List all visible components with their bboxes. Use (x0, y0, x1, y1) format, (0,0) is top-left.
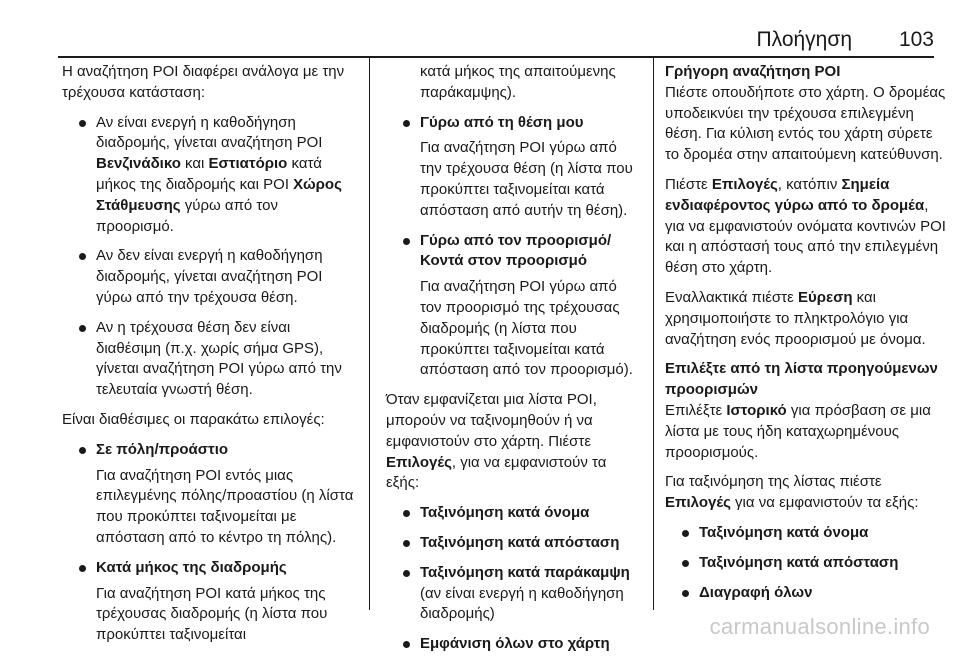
column-divider-1 (369, 58, 370, 610)
text-run: Πιέστε (665, 175, 712, 193)
list-item (386, 533, 640, 554)
text-run: Επιλέξτε (665, 401, 727, 419)
bold-term: Χώρος Στάθμευσης (96, 175, 342, 214)
column-divider-2 (653, 58, 654, 610)
sort-list-text (665, 472, 947, 514)
bullet-dot (682, 560, 689, 567)
option-desc: Για αναζήτηση POI γύρω από την τρέχουσα θέση (η λίστα που προκύπτει ταξινομείται κατά απόσταση από αυτήν τη θέση). (420, 139, 633, 219)
bullet-dot (79, 565, 86, 572)
page-header (0, 0, 960, 54)
option-title: Γύρω από τον προορισμό/Κοντά στον προορισμό (420, 231, 612, 270)
column-1 (62, 62, 358, 655)
bullet-dot (403, 238, 410, 245)
sort-item-title: Ταξινόμηση κατά παράκαμψη (420, 563, 630, 581)
sort-item: Διαγραφή όλων (699, 583, 813, 601)
list-text-2: , για να εμφανιστούν τα εξής: (386, 453, 607, 492)
bullet-dot (403, 540, 410, 547)
bullet-dot (79, 120, 86, 127)
watermark: carmanualsonline.info (709, 614, 930, 639)
bullet-dot (682, 530, 689, 537)
section-title: Πλοήγηση (756, 28, 852, 51)
text-run: , κατόπιν (777, 175, 842, 193)
option-title: Γύρω από τη θέση μου (420, 113, 584, 131)
quick-search-text: Πιέστε οπουδήποτε στο χάρτη. Ο δρομέας υποδεικνύει την τρέχουσα επιλεγμένη θέση. Για κύλιση εντός του χάρτη σύρετε το δρομέα στην απαιτούμενη κατεύθυνση. (665, 83, 946, 164)
previous-destinations-heading: Επιλέξτε από τη λίστα προηγούμενων προορισμών (665, 360, 938, 399)
options-label: Επιλογές (665, 494, 731, 512)
text-run: για πρόσβαση σε μια λίστα με τους ήδη καταχωρημένους προορισμούς. (665, 401, 931, 461)
text-run: , για να εμφανιστούν ονόματα κοντινών POI και η απόστασή τους από την επιλεγμένη θέση στο χάρτη. (665, 196, 946, 277)
intro-text: Η αναζήτηση POI διαφέρει ανάλογα με την τρέχουσα κατάσταση: (62, 63, 345, 101)
column-3 (665, 62, 947, 612)
option-desc: Για αναζήτηση POI κατά μήκος της τρέχουσας διαδρομής (η λίστα που προκύπτει ταξινομείται (96, 584, 328, 644)
option-item (386, 231, 640, 382)
text-run: Αν δεν είναι ενεργή η καθοδήγηση διαδρομής, γίνεται αναζήτηση POI γύρω από την τρέχουσα θέση. (96, 247, 323, 306)
list-item (62, 318, 358, 401)
text-run: Αν είναι ενεργή η καθοδήγηση διαδρομής, γίνεται αναζήτηση POI (96, 113, 323, 152)
header-rule (58, 56, 934, 58)
sort-item-title: Ταξινόμηση κατά απόσταση (420, 533, 620, 551)
bullet-dot (403, 120, 410, 127)
options-label: Επιλογές (711, 175, 778, 193)
text-run: και (180, 155, 209, 173)
column-2 (386, 62, 640, 664)
poi-near-cursor-text (665, 175, 947, 279)
bullet-dot (403, 510, 410, 517)
text-run: Εναλλακτικά πιέστε (665, 288, 798, 306)
option-continuation: κατά μήκος της απαιτούμενης παράκαμψης). (420, 63, 616, 101)
list-item (665, 583, 947, 604)
bullet-dot (403, 641, 410, 648)
history-text (665, 401, 947, 463)
list-item (665, 553, 947, 574)
bullet-dot (682, 590, 689, 597)
option-title: Σε πόλη/προάστιο (96, 440, 229, 458)
bullet-dot (403, 570, 410, 577)
search-alt-text (665, 288, 947, 350)
text-run: και χρησιμοποιήστε το πληκτρολόγιο για αναζήτηση ενός προορισμού με όνομα. (665, 288, 926, 348)
list-item (386, 503, 640, 524)
state-bullet-list (62, 113, 358, 401)
text-run: Για ταξινόμηση της λίστας πιέστε (665, 473, 882, 491)
poi-near-cursor-label: Σημεία ενδιαφέροντος γύρω από το δρομέα (665, 175, 925, 214)
bullet-dot (79, 325, 86, 332)
list-item (665, 523, 947, 544)
bullet-dot (79, 447, 86, 454)
text-run: για να εμφανιστούν τα εξής: (730, 494, 919, 512)
available-options-text: Είναι διαθέσιμες οι παρακάτω επιλογές: (62, 410, 325, 428)
bold-term: Βενζινάδικο (96, 155, 181, 173)
option-desc: Για αναζήτηση POI εντός μιας επιλεγμένης πόλης/προαστίου (η λίστα που προκύπτει ταξινομείται με απόσταση από το κέντρο τη πόλης). (96, 466, 354, 546)
list-text-1: Όταν εμφανίζεται μια λίστα POI, μπορούν να ταξινομηθούν ή να εμφανιστούν στο χάρτη. Πιέστε (386, 391, 597, 450)
bullet-dot (79, 253, 86, 260)
quick-search-heading: Γρήγορη αναζήτηση POI (665, 63, 841, 80)
list-item (62, 113, 358, 238)
sort-item: Ταξινόμηση κατά όνομα (699, 523, 869, 541)
text-run: κατά μήκος της διαδρομής και POI (96, 155, 322, 193)
list-item (62, 246, 358, 308)
option-item (62, 440, 358, 549)
option-item (386, 113, 640, 222)
sort-item: Ταξινόμηση κατά απόσταση (699, 553, 899, 571)
sort-item-title: Εμφάνιση όλων στο χάρτη (420, 635, 610, 653)
search-label: Εύρεση (797, 288, 853, 306)
sort-item-title: Ταξινόμηση κατά όνομα (420, 504, 590, 522)
text-run: γύρω από τον προορισμό. (96, 196, 278, 235)
options-label: Επιλογές (386, 453, 452, 471)
list-text (386, 390, 640, 494)
text-run: Αν η τρέχουσα θέση δεν είναι διαθέσιμη (π.χ. χωρίς σήμα GPS), γίνεται αναζήτηση POI γύρω από την τελευταία γνωστή θέση. (96, 318, 342, 399)
page-number: 103 (898, 28, 934, 51)
sort-item-desc: (αν είναι ενεργή η καθοδήγηση διαδρομής) (420, 584, 624, 623)
option-desc: Για αναζήτηση POI γύρω από τον προορισμό της τρέχουσας διαδρομής (η λίστα που προκύπτει ταξινομείται κατά απόσταση από τον προορισμό). (420, 278, 633, 379)
bold-term: Εστιατόριο (208, 155, 288, 173)
page-footer (0, 608, 960, 642)
option-title: Κατά μήκος της διαδρομής (96, 558, 287, 576)
history-label: Ιστορικό (726, 401, 787, 419)
